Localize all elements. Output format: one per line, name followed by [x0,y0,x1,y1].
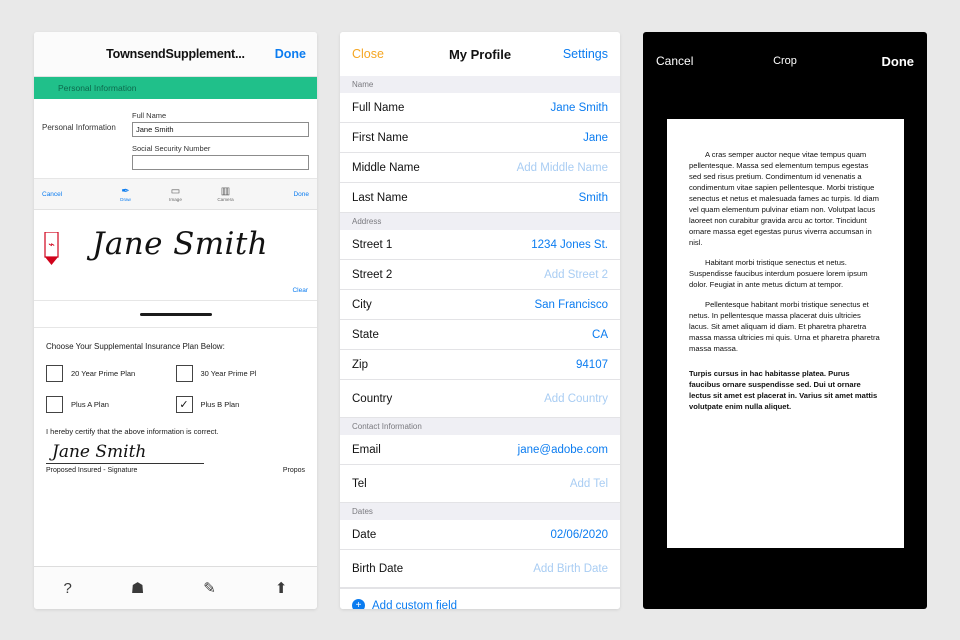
plan-option-20-year[interactable] [46,365,176,382]
row-date-value[interactable]: 02/06/2020 [550,528,608,541]
plan-question: Choose Your Supplemental Insurance Plan Below: [46,342,225,351]
form-panel [34,32,317,609]
signature-toolbar [34,179,317,210]
image-tool-label: Image [169,197,182,202]
profile-navbar [340,32,620,76]
plus-icon: + [352,599,365,609]
help-icon[interactable]: ? [63,579,72,597]
row-birth-date-value[interactable]: Add Birth Date [533,562,608,575]
row-zip-key: Zip [352,358,368,371]
row-city-key: City [352,298,372,311]
row-last-name-value[interactable]: Smith [578,191,608,204]
document-paragraph-4: Turpis cursus in hac habitasse platea. Purus faucibus ornare suspendisse sed. Dui ut ornare lectus sit amet est placerat in. Varius sit amet mattis volutpate enim nulla aliquet. [689,369,878,411]
crop-cancel-button[interactable]: Cancel [656,54,694,68]
camera-icon: ▥ [220,186,231,197]
row-street-2[interactable] [340,260,620,290]
section-header-contact: Contact Information [340,418,620,435]
signature-done-button[interactable]: Done [293,190,309,198]
signature-clear-button[interactable]: Clear [292,287,308,294]
certify-text: I hereby certify that the above information is correct. [46,427,219,436]
draw-tool-label: Draw [120,197,131,202]
row-date[interactable] [340,520,620,550]
row-email-value[interactable]: jane@adobe.com [517,443,608,456]
image-icon: ▭ [170,186,181,197]
row-street-1[interactable] [340,230,620,260]
crop-title: Crop [773,55,797,67]
row-middle-name[interactable] [340,153,620,183]
add-custom-field-label: Add custom field [372,599,458,609]
plan-row-2 [46,396,305,413]
row-tel-key: Tel [352,477,367,490]
row-country-value[interactable]: Add Country [544,392,608,405]
signature-canvas[interactable] [34,210,317,301]
drag-handle[interactable] [34,301,317,328]
checkbox-20-year[interactable] [46,365,63,382]
form-title: TownsendSupplement... [106,47,245,61]
row-city[interactable] [340,290,620,320]
signature-tools [112,186,240,202]
row-state-key: State [352,328,379,341]
draw-icon: ✒ [121,186,130,197]
checkbox-plus-a[interactable] [46,396,63,413]
row-state[interactable] [340,320,620,350]
personal-information-fields [132,111,309,170]
camera-tool-label: Camera [217,197,234,202]
share-icon[interactable]: ⬆ [274,580,288,597]
row-street-1-key: Street 1 [352,238,393,251]
personal-information-row [34,99,317,179]
form-green-banner-label: Personal Information [58,83,137,93]
row-first-name-key: First Name [352,131,409,144]
form-navbar [34,32,317,77]
plan-option-30-year-label: 30 Year Prime Pl [200,369,257,378]
ssn-label: Social Security Number [132,144,211,153]
row-first-name[interactable] [340,123,620,153]
row-city-value[interactable]: San Francisco [534,298,608,311]
plan-option-plus-a[interactable] [46,396,176,413]
form-done-button[interactable]: Done [274,47,306,61]
row-date-key: Date [352,528,377,541]
checkbox-30-year[interactable] [176,365,193,382]
row-middle-name-key: Middle Name [352,161,420,174]
row-full-name[interactable] [340,93,620,123]
add-custom-field-button[interactable] [340,588,620,609]
row-zip[interactable] [340,350,620,380]
row-email-key: Email [352,443,381,456]
drag-handle-bar [140,313,212,316]
row-tel[interactable] [340,465,620,503]
signature-cancel-button[interactable]: Cancel [42,190,63,198]
crop-panel [643,32,927,609]
insured-signature-value: Jane Smith [52,442,147,462]
row-street-1-value[interactable]: 1234 Jones St. [531,238,608,251]
form-green-banner [34,77,317,99]
crop-done-button[interactable]: Done [881,53,914,69]
plan-option-plus-b[interactable] [176,396,306,413]
plan-row-1 [46,365,305,382]
row-country-key: Country [352,392,393,405]
row-tel-value[interactable]: Add Tel [569,477,608,490]
profile-title: My Profile [448,46,512,62]
scanned-document-preview[interactable] [667,119,904,548]
checkbox-plus-b[interactable]: ✓ [176,396,193,413]
form-tabbar [34,566,317,609]
image-tool[interactable] [162,186,190,202]
svg-text:⌁: ⌁ [48,238,55,251]
row-street-2-key: Street 2 [352,268,393,281]
document-paragraph-3: Pellentesque habitant morbi tristique senectus et netus. In pellentesque massa placerat duis ultricies lacus. Sit amet aliquam id diam. Et pharetra pharetra massa massa ultricies mi quis. Urna et pharetra pharetra massa massa. [689,300,880,353]
plan-option-plus-a-label: Plus A Plan [71,400,109,409]
person-icon[interactable]: ☗ [130,580,145,597]
plan-option-plus-b-label: Plus B Plan [200,400,240,409]
row-street-2-value[interactable]: Add Street 2 [544,268,608,281]
plan-option-30-year[interactable] [176,365,306,382]
draw-tool[interactable] [112,186,140,202]
row-last-name[interactable] [340,183,620,213]
plan-option-20-year-label: 20 Year Prime Plan [71,369,136,378]
signature-caption-left: Proposed Insured - Signature [46,467,138,474]
section-header-address: Address [340,213,620,230]
plan-section [34,328,317,474]
row-birth-date-key: Birth Date [352,562,404,575]
profile-close-button[interactable]: Close [352,47,384,61]
signature-drawn-value: Jane Smith [92,226,269,262]
sign-icon[interactable]: ✎ [203,580,216,597]
row-email[interactable] [340,435,620,465]
ssn-input[interactable] [132,155,309,170]
row-last-name-key: Last Name [352,191,408,204]
row-state-value[interactable]: CA [592,328,608,341]
document-paragraph-1: A cras semper auctor neque vitae tempus quam pellentesque. Massa sed elementum tempus egestas sed sed risus pretium. Condimentum id venenatis a condimentum vitae sapien pellentesque. Morbi tristique senectus et netus et malesuada fames ac turpis. Id diam vel quam elementum pulvinar etiam non. Volutpat lacus laoreet non curabitur gravida arcu ac tortor. Tincidunt ornare massa eget egestas purus viverra accumsan in nisl. [689,150,879,247]
row-middle-name-value[interactable]: Add Middle Name [516,161,608,174]
document-paragraph-2: Habitant morbi tristique senectus et netus. Suspendisse faucibus interdum posuere lorem ipsum dolor. Feugiat in ante metus dictum at tempor. [689,258,868,289]
signature-caption-right: Propos [282,467,305,474]
insured-signature-line [46,463,204,464]
row-birth-date[interactable] [340,550,620,588]
camera-tool[interactable] [212,186,240,202]
personal-information-label: Personal Information [42,123,116,132]
profile-panel [340,32,620,609]
full-name-label: Full Name [132,111,167,120]
section-header-dates: Dates [340,503,620,520]
signature-captions [46,467,305,474]
row-zip-value[interactable]: 94107 [576,358,608,371]
row-country[interactable] [340,380,620,418]
section-header-name: Name [340,76,620,93]
crop-navbar [643,32,927,90]
row-full-name-value[interactable]: Jane Smith [550,101,608,114]
full-name-input[interactable]: Jane Smith [132,122,309,137]
row-full-name-key: Full Name [352,101,405,114]
signature-marker-icon [44,232,60,271]
row-first-name-value[interactable]: Jane [583,131,608,144]
profile-settings-button[interactable]: Settings [562,47,608,61]
